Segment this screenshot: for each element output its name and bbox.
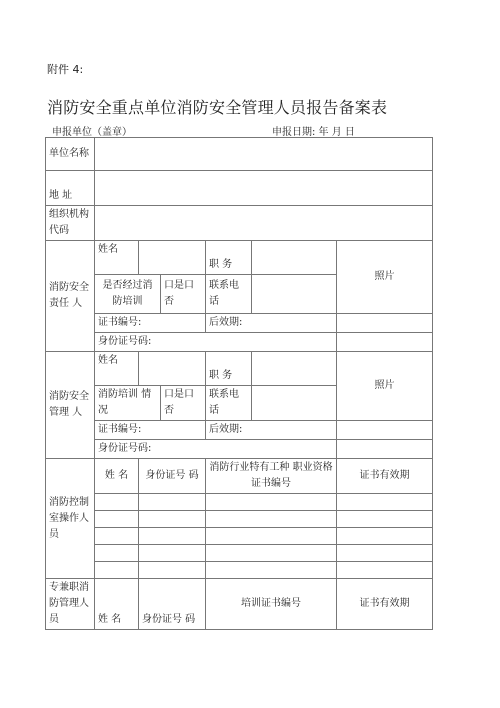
cert-header: 消防行业特有工种 职业资格证书编号 bbox=[206, 459, 337, 494]
position-label: 职 务 bbox=[206, 352, 252, 386]
photo-box[interactable]: 照片 bbox=[337, 352, 433, 421]
control-room-operators-label: 消防控制室操作人员 bbox=[46, 459, 95, 579]
valid-period-label: 后效期: bbox=[206, 314, 337, 333]
table-row bbox=[46, 528, 433, 545]
report-date-label: 申报日期: 年 月 日 bbox=[272, 127, 355, 138]
form-title: 消防安全重点单位消防安全管理人员报告备案表 bbox=[47, 98, 388, 117]
cert-header: 培训证书编号 bbox=[206, 579, 337, 630]
cert-no-label: 证书编号: bbox=[95, 314, 206, 333]
unit-name-label: 单位名称 bbox=[46, 138, 95, 171]
attachment-label: 附件 4: bbox=[47, 63, 84, 76]
extra-field[interactable] bbox=[337, 440, 433, 459]
position-field[interactable] bbox=[252, 352, 337, 386]
id-no-label: 身份证号码: bbox=[95, 440, 337, 459]
phone-field[interactable] bbox=[252, 275, 337, 314]
address-field[interactable] bbox=[95, 171, 433, 206]
extra-field[interactable] bbox=[337, 421, 433, 440]
extra-field[interactable] bbox=[337, 333, 433, 352]
applicant-unit-label: 申报单位（盖章） bbox=[52, 127, 132, 138]
valid-header: 证书有效期 bbox=[337, 459, 433, 494]
name-header: 姓 名 bbox=[95, 459, 139, 494]
name-header: 姓 名 bbox=[95, 579, 139, 630]
phone-label: 联系电话 bbox=[206, 386, 252, 421]
yes-no-checkbox[interactable]: 口是口否 bbox=[161, 275, 206, 314]
name-field[interactable] bbox=[139, 241, 206, 275]
responsible-person-label: 消防安全 责任 人 bbox=[46, 241, 95, 352]
address-label: 地 址 bbox=[46, 171, 95, 206]
phone-field[interactable] bbox=[252, 386, 337, 421]
fulltime-managers-label: 专兼职消防管理人员 bbox=[46, 579, 95, 630]
name-label: 姓名 bbox=[95, 241, 139, 275]
table-row bbox=[46, 545, 433, 562]
id-no-label: 身份证号码: bbox=[95, 333, 337, 352]
cert-no-label: 证书编号: bbox=[95, 421, 206, 440]
id-header: 身份证号 码 bbox=[139, 579, 206, 630]
valid-period-label: 后效期: bbox=[206, 421, 337, 440]
position-field[interactable] bbox=[252, 241, 337, 275]
unit-name-field[interactable] bbox=[95, 138, 433, 171]
table-row bbox=[46, 494, 433, 511]
valid-header: 证书有效期 bbox=[337, 579, 433, 630]
photo-box[interactable]: 照片 bbox=[337, 241, 433, 314]
id-header: 身份证号 码 bbox=[139, 459, 206, 494]
phone-label: 联系电话 bbox=[206, 275, 252, 314]
safety-manager-label: 消防安全 管理 人 bbox=[46, 352, 95, 459]
org-code-label: 组织机构代码 bbox=[46, 206, 95, 241]
training-label: 消防培训 情况 bbox=[95, 386, 161, 421]
name-label: 姓名 bbox=[95, 352, 139, 386]
table-row bbox=[46, 511, 433, 528]
filing-form-table bbox=[45, 137, 433, 630]
name-field[interactable] bbox=[139, 352, 206, 386]
yes-no-checkbox[interactable]: 口是口否 bbox=[161, 386, 206, 421]
org-code-field[interactable] bbox=[95, 206, 433, 241]
extra-field[interactable] bbox=[337, 314, 433, 333]
table-row bbox=[46, 562, 433, 579]
position-label: 职 务 bbox=[206, 241, 252, 275]
training-label: 是否经过消防培训 bbox=[95, 275, 161, 314]
